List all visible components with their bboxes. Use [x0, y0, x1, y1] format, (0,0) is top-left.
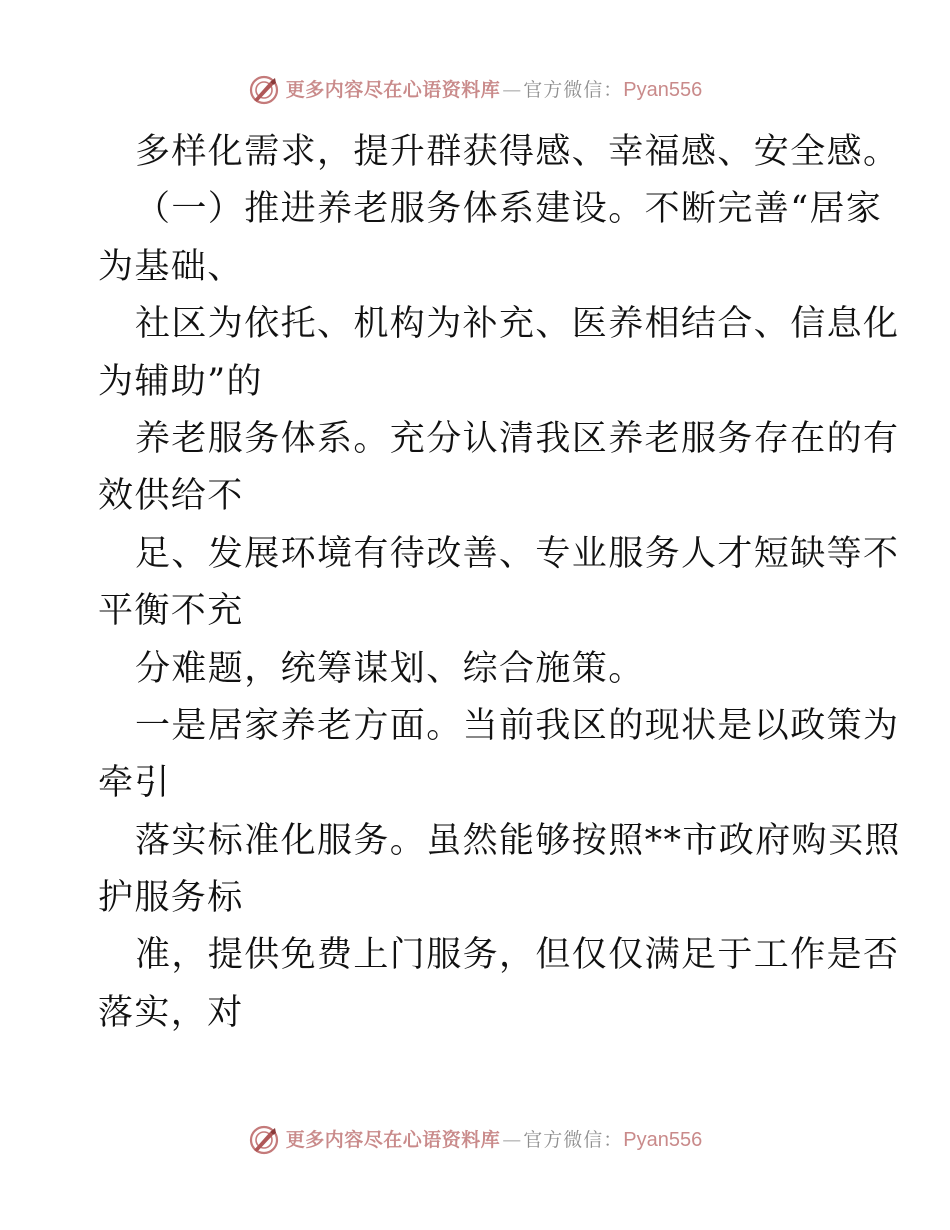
- text-line: 牵引: [98, 763, 171, 804]
- text-line: （一）推进养老服务体系建设。不断完善“居家: [135, 189, 883, 230]
- text-line: 效供给不: [98, 476, 244, 517]
- logo-icon: [248, 74, 280, 106]
- text-line: 落实，对: [98, 992, 244, 1033]
- text-line: 社区为依托、机构为补充、医养相结合、信息化: [135, 304, 900, 345]
- text-line: 护服务标: [98, 878, 244, 919]
- text-line: 足、发展环境有待改善、专业服务人才短缺等不: [135, 533, 900, 574]
- wechat-label: 官方微信：: [523, 78, 624, 101]
- text-line: 平衡不充: [98, 591, 244, 632]
- text-line: 准，提供免费上门服务，但仅仅满足于工作是否: [135, 935, 900, 976]
- header-watermark: [0, 70, 950, 110]
- text-line: 分难题，统筹谋划、综合施策。: [135, 648, 645, 689]
- text-line: 一是居家养老方面。当前我区的现状是以政策为: [135, 705, 900, 746]
- text-line: 多样化需求，提升群获得感、幸福感、安全感。: [135, 132, 900, 172]
- wechat-label: 官方微信：: [523, 1128, 624, 1151]
- document-body: [98, 124, 901, 1042]
- wechat-id: Pyan556: [623, 79, 703, 101]
- watermark-text: 更多内容尽在心语资料库: [285, 78, 501, 101]
- wechat-id: Pyan556: [623, 1129, 703, 1151]
- watermark-separator: —: [502, 78, 522, 101]
- text-line: 养老服务体系。充分认清我区养老服务存在的有: [135, 418, 900, 459]
- logo-icon: [248, 1124, 280, 1156]
- text-line: 落实标准化服务。虽然能够按照**市政府购买照: [135, 820, 901, 861]
- text-line: 为辅助”的: [98, 361, 263, 402]
- text-line: 为基础、: [98, 246, 244, 287]
- footer-watermark: [0, 1120, 950, 1160]
- watermark-separator: —: [502, 1128, 522, 1151]
- watermark-text: 更多内容尽在心语资料库: [285, 1128, 501, 1151]
